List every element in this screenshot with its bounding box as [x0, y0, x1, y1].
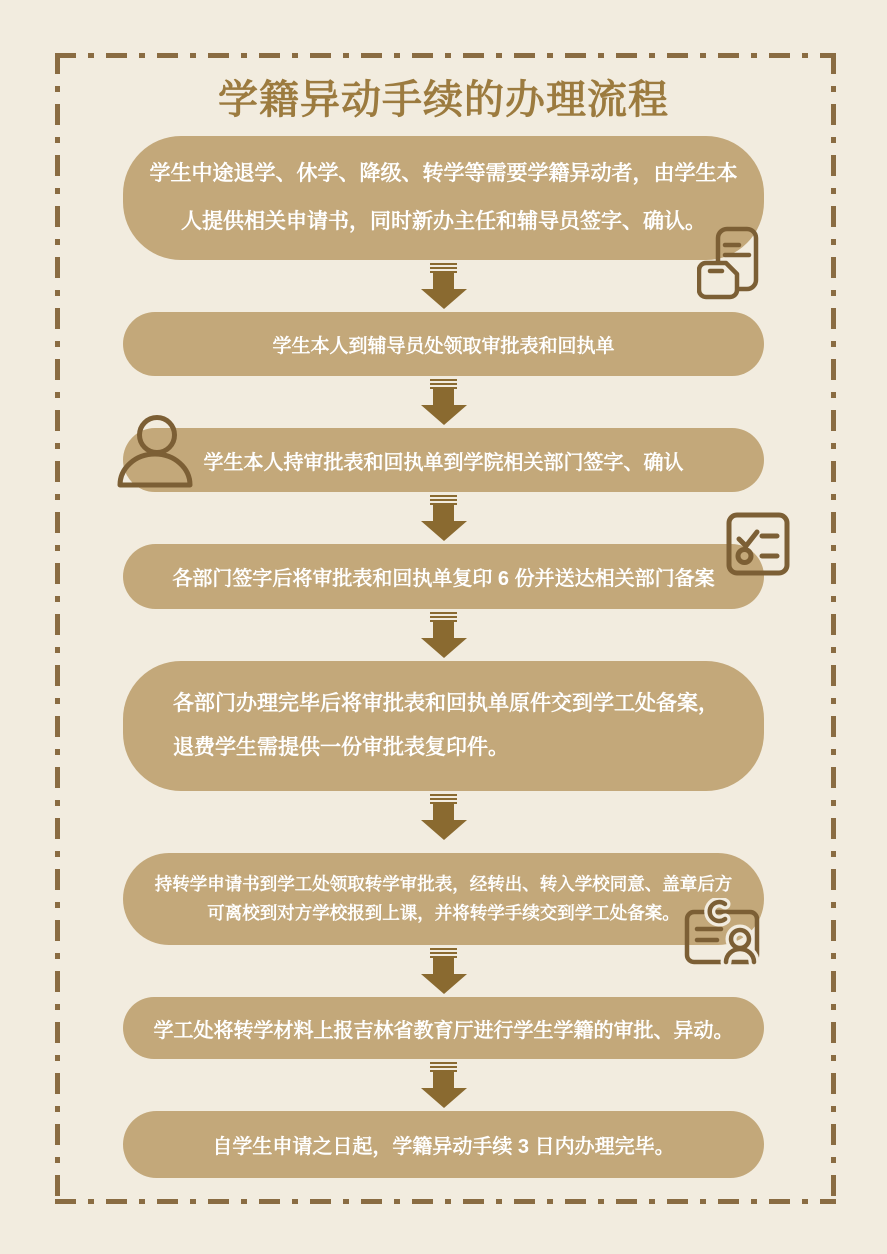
arrow-shaft: [433, 273, 454, 289]
step-8-box: [123, 1111, 764, 1178]
step-6-text: 持转学申请书到学工处领取转学审批表，经转出、转入学校同意、盖章后方可离校到对方学校报到上课，并将转学手续交到学工处备案。: [154, 874, 733, 923]
dashed-border-bottom: [55, 1199, 836, 1204]
arrow-stripes: [430, 1062, 457, 1072]
documents-icon: [697, 226, 759, 300]
step-4-text: 各部门签字后将审批表和回执单复印 6 份并送达相关部门备案: [172, 568, 715, 590]
arrow-stripes: [430, 495, 457, 505]
checklist-icon: [726, 512, 790, 576]
arrow-head: [421, 638, 467, 658]
step-3-box: [123, 428, 764, 492]
flowchart: [123, 0, 764, 1178]
arrow-stripes: [430, 612, 457, 622]
down-arrow-icon: [421, 379, 467, 425]
arrow-shaft: [433, 958, 454, 974]
arrow-shaft: [433, 1072, 454, 1088]
step-2-box: [123, 312, 764, 376]
step-5-box: [123, 661, 764, 791]
arrow-head: [421, 1088, 467, 1108]
arrow-shaft: [433, 505, 454, 521]
arrow-stripes: [430, 379, 457, 389]
step-4-box: [123, 544, 764, 609]
down-arrow-icon: [421, 794, 467, 840]
page-title: 学籍异动手续的办理流程: [218, 78, 669, 122]
step-3-text: 学生本人持审批表和回执单到学院相关部门签字、确认: [203, 451, 684, 474]
step-5-text: 各部门办理完毕后将审批表和回执单原件交到学工处备案，退费学生需提供一份审批表复印件。: [173, 691, 719, 759]
arrow-head: [421, 974, 467, 994]
step-1-text: 学生中途退学、休学、降级、转学等需要学籍异动者，由学生本人提供相关申请书，同时新办主任和辅导员签字、确认。: [149, 161, 738, 233]
person-icon: [115, 412, 195, 490]
arrow-shaft: [433, 622, 454, 638]
step-1-box: [123, 136, 764, 260]
step-2-text: 学生本人到辅导员处领取审批表和回执单: [272, 335, 615, 357]
arrow-shaft: [433, 804, 454, 820]
down-arrow-icon: [421, 263, 467, 309]
down-arrow-icon: [421, 1062, 467, 1108]
arrow-shaft: [433, 389, 454, 405]
step-8-text: 自学生申请之日起，学籍异动手续 3 日内办理完毕。: [212, 1136, 675, 1158]
arrow-stripes: [430, 263, 457, 273]
arrow-stripes: [430, 948, 457, 958]
arrow-head: [421, 820, 467, 840]
dashed-border-right: [831, 53, 836, 1204]
id-card-icon: [684, 898, 766, 968]
arrow-head: [421, 521, 467, 541]
down-arrow-icon: [421, 948, 467, 994]
arrow-head: [421, 289, 467, 309]
arrow-stripes: [430, 794, 457, 804]
step-7-text: 学工处将转学材料上报吉林省教育厅进行学生学籍的审批、异动。: [153, 1019, 734, 1042]
dashed-border-left: [55, 53, 60, 1204]
step-7-box: [123, 997, 764, 1059]
down-arrow-icon: [421, 495, 467, 541]
arrow-head: [421, 405, 467, 425]
down-arrow-icon: [421, 612, 467, 658]
step-6-box: [123, 853, 764, 945]
